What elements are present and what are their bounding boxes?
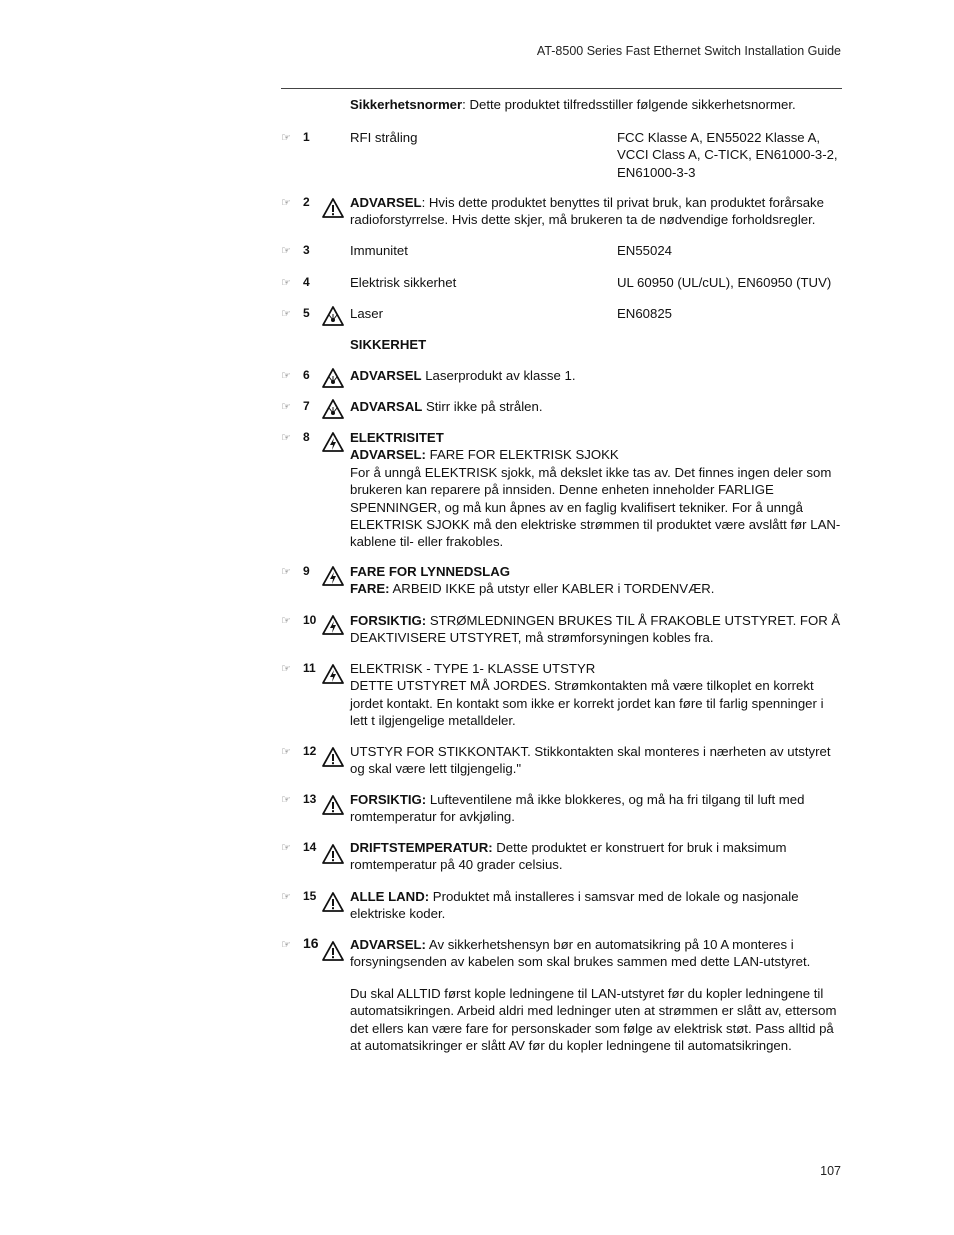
item-number: 11 — [303, 661, 316, 675]
item-label: Laser — [350, 306, 383, 321]
item-number: 3 — [303, 243, 310, 257]
item-heading: ELEKTRISITET — [350, 430, 444, 445]
pointing-hand-icon: ☞ — [281, 308, 291, 320]
section-heading: SIKKERHET — [350, 337, 427, 352]
page-header: AT-8500 Series Fast Ethernet Switch Installation Guide — [536, 44, 841, 58]
electric-hazard-icon — [322, 664, 344, 684]
item-bold: ADVARSEL — [350, 368, 422, 383]
item-bold: FORSIKTIG: — [350, 613, 427, 628]
item-text — [350, 398, 842, 415]
item-bold: ADVARSEL: — [350, 447, 426, 463]
intro-text — [350, 96, 842, 113]
intro-bold: Sikkerhetsnormer — [350, 97, 463, 112]
item-number: 7 — [303, 399, 310, 413]
electric-hazard-icon — [322, 566, 344, 586]
item-para2: Du skal ALLTID først kople ledningene til LAN-utstyret før du kopler ledningene til automatsikringen. Arbeid aldri med ledninger uten at strømmen er slått av, ettersom det ellers kan være fare for personskader som følge av elektrisk støt. Pass alltid på at automatsikringer er slått AV før du kopler ledningene til automatsikringen. — [350, 985, 837, 1054]
warning-triangle-icon — [322, 795, 344, 815]
item-bold: ADVARSAL — [350, 399, 423, 414]
item-value: FCC Klasse A, EN55022 Klasse A, VCCI Class A, C-TICK, EN61000-3-2, EN61000-3-3 — [617, 130, 838, 180]
item-bold: FARE: — [350, 581, 390, 597]
header-rule — [281, 88, 842, 89]
pointing-hand-icon: ☞ — [281, 939, 291, 951]
laser-warning-icon — [322, 306, 344, 326]
item-body: Laserprodukt av klasse 1. — [421, 368, 576, 383]
item-text — [350, 888, 842, 923]
item-text — [350, 660, 842, 730]
warning-triangle-icon — [322, 941, 344, 961]
pointing-hand-icon: ☞ — [281, 794, 291, 806]
warning-triangle-icon — [322, 844, 344, 864]
item-body: Stirr ikke på strålen. — [422, 399, 543, 414]
item-number: 8 — [303, 430, 310, 444]
pointing-hand-icon: ☞ — [281, 132, 291, 144]
item-label: Elektrisk sikkerhet — [350, 275, 457, 290]
electric-hazard-icon — [322, 432, 344, 452]
warning-triangle-icon — [322, 198, 344, 218]
item-warning-line — [350, 446, 842, 463]
item-text — [350, 563, 842, 598]
item-number: 16 — [303, 935, 319, 951]
item-label: RFI stråling — [350, 130, 418, 145]
item-bold: ALLE LAND: — [350, 889, 430, 904]
item-value: UL 60950 (UL/cUL), EN60950 (TUV) — [617, 275, 832, 290]
item-text — [350, 612, 842, 647]
item-value: EN60825 — [617, 306, 672, 321]
item-number: 13 — [303, 792, 317, 806]
pointing-hand-icon: ☞ — [281, 245, 291, 257]
item-bold: ADVARSEL: — [350, 937, 426, 952]
item-bold: ADVARSEL — [350, 195, 422, 210]
pointing-hand-icon: ☞ — [281, 663, 291, 675]
item-body: Av sikkerhetshensyn bør en automatsikring på 10 A monteres i forsyningsenden av kabelen som skal brukes sammen med dette LAN-utstyret. — [350, 937, 811, 970]
item-text — [350, 839, 842, 874]
laser-warning-icon — [322, 399, 344, 419]
pointing-hand-icon: ☞ — [281, 432, 291, 444]
item-number: 12 — [303, 744, 317, 758]
item-para1 — [350, 936, 842, 971]
page-number: 107 — [820, 1164, 841, 1178]
item-body: Dette produktet er konstruert for bruk i maksimum romtemperatur på 40 grader celsius. — [350, 840, 787, 873]
item-number: 4 — [303, 275, 310, 289]
item-text — [350, 429, 842, 551]
item-bold: FORSIKTIG: — [350, 792, 427, 807]
electric-hazard-icon — [322, 615, 344, 635]
item-text — [350, 367, 842, 384]
pointing-hand-icon: ☞ — [281, 401, 291, 413]
item-body: STRØMLEDNINGEN BRUKES TIL Å FRAKOBLE UTSTYRET. FOR Å DEAKTIVISERE UTSTYRET, må strømforsyningen kobles fra. — [350, 613, 841, 646]
item-body: Produktet må installeres i samsvar med de lokale og nasjonale elektriske koder. — [350, 889, 799, 922]
item-heading: FARE FOR LYNNEDSLAG — [350, 564, 510, 579]
laser-warning-icon — [322, 368, 344, 388]
item-line1: ELEKTRISK - TYPE 1- KLASSE UTSTYR — [350, 661, 596, 676]
item-number: 1 — [303, 130, 310, 144]
item-number: 5 — [303, 306, 310, 320]
warning-triangle-icon — [322, 747, 344, 767]
intro-rest: : Dette produktet tilfredsstiller følgende sikkerhetsnormer. — [462, 97, 796, 112]
pointing-hand-icon: ☞ — [281, 842, 291, 854]
item-body: For å unngå ELEKTRISK sjokk, må dekslet ikke tas av. Det finnes ingen deler som brukeren kan reparere på innsiden. Denne enheten inneholder FARLIGE SPENNINGER, og må kun åpnes av en faglig kvalifisert tekniker. For å unngå ELEKTRISK SJOKK må den elektriske strømmen til produktet være avslått før LAN-kablene til- eller frakobles. — [350, 464, 841, 550]
item-bold: DRIFTSTEMPERATUR: — [350, 840, 493, 855]
item-body: : Hvis dette produktet benyttes til privat bruk, kan produktet forårsake radioforstyrrelse. Hvis dette skjer, må brukeren ta de nødvendige forholdsregler. — [350, 195, 824, 228]
item-subtext: FARE FOR ELEKTRISK SJOKK — [425, 447, 619, 463]
item-label: Immunitet — [350, 243, 408, 258]
pointing-hand-icon: ☞ — [281, 566, 291, 578]
item-text — [350, 936, 842, 1054]
item-number: 14 — [303, 840, 317, 854]
item-value: EN55024 — [617, 243, 672, 258]
item-number: 2 — [303, 195, 310, 209]
item-number: 9 — [303, 564, 310, 578]
pointing-hand-icon: ☞ — [281, 277, 291, 289]
pointing-hand-icon: ☞ — [281, 197, 291, 209]
item-text — [350, 791, 842, 826]
pointing-hand-icon: ☞ — [281, 891, 291, 903]
pointing-hand-icon: ☞ — [281, 615, 291, 627]
item-text: UTSTYR FOR STIKKONTAKT. Stikkontakten skal monteres i nærheten av utstyret og skal være lett tilgjengelig." — [350, 744, 831, 777]
item-number: 10 — [303, 613, 317, 627]
item-number: 6 — [303, 368, 310, 382]
item-warning-line — [350, 580, 842, 597]
warning-triangle-icon — [322, 892, 344, 912]
pointing-hand-icon: ☞ — [281, 370, 291, 382]
item-subtext: ARBEID IKKE på utstyr eller KABLER i TORDENVÆR. — [389, 581, 715, 597]
item-number: 15 — [303, 889, 317, 903]
item-text — [350, 194, 842, 229]
item-body: DETTE UTSTYRET MÅ JORDES. Strømkontakten må være tilkoplet en korrekt jordet kontakt. En kontakt som ikke er korrekt jordet kan føre til farlig spenninger i lett t ilgjengelige metalldeler. — [350, 678, 824, 729]
pointing-hand-icon: ☞ — [281, 746, 291, 758]
item-body: Lufteventilene må ikke blokkeres, og må ha fri tilgang til luft med romtemperatur for avkjøling. — [350, 792, 805, 825]
